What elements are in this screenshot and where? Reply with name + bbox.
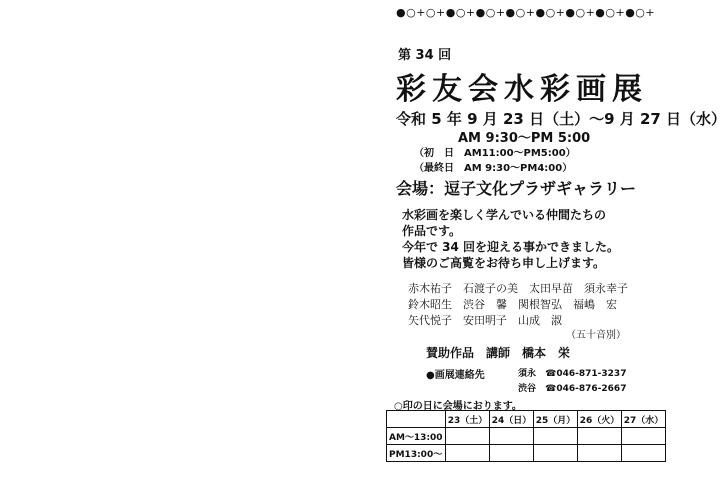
schedule-cell xyxy=(490,428,534,445)
schedule-table xyxy=(386,410,666,462)
schedule-note: ○印の日に会場におります。 xyxy=(394,401,522,412)
first-day-hours: （初 日 AM11:00～PM5:00） xyxy=(414,148,576,159)
venue: 会場：逗子文化プラザギャラリー xyxy=(396,179,637,198)
exhibition-title: 彩友会水彩画展 xyxy=(396,72,648,107)
edition-number: 第 34 回 xyxy=(398,48,452,63)
message-line: 皆様のご高覧をお待ち申し上げます。 xyxy=(402,256,606,270)
member-list-line: 赤木祐子 石渡子の美 太田早苗 須永幸子 xyxy=(408,282,628,295)
exhibition-dates: 令和 5 年 9 月 23 日（土）～9 月 27 日（水） xyxy=(396,110,726,128)
contact-name: 渋谷 xyxy=(518,384,537,394)
schedule-cell xyxy=(446,445,490,462)
last-day-hours: （最終日 AM 9:30～PM4:00） xyxy=(414,163,573,174)
schedule-cell xyxy=(534,428,578,445)
schedule-cell xyxy=(622,445,666,462)
schedule-cell xyxy=(578,428,622,445)
contact-row xyxy=(518,381,626,394)
member-list-line: 鈴木昭生 渋谷 馨 関根智弘 福嶋 宏 xyxy=(408,298,617,311)
message-line: 水彩画を楽しく学んでいる仲間たちの xyxy=(402,208,607,222)
message-line: 作品です。 xyxy=(402,224,462,238)
message-line: 今年で 34 回を迎える事かできました。 xyxy=(402,240,620,254)
schedule-row-label: AM～13:00 xyxy=(387,428,446,445)
schedule-cell xyxy=(578,445,622,462)
decorative-border: ●○+○+●○+●○+●○+●○+●○+●○+●○+ xyxy=(396,6,656,19)
schedule-day-header: 24（日） xyxy=(490,411,534,428)
contact-label: ●画展連絡先 xyxy=(426,370,485,381)
exhibition-hours: AM 9:30～PM 5:00 xyxy=(458,131,591,146)
schedule-day-header: 26（火） xyxy=(578,411,622,428)
schedule-header-row xyxy=(387,411,666,428)
schedule-day-header: 25（月） xyxy=(534,411,578,428)
contact-name: 須永 xyxy=(518,369,537,379)
schedule-row-label: PM13:00～ xyxy=(387,445,446,462)
schedule-cell xyxy=(490,445,534,462)
schedule-day-header: 23（土） xyxy=(446,411,490,428)
schedule-corner-cell xyxy=(387,411,446,428)
member-order-note: （五十音別） xyxy=(566,330,626,341)
schedule-row xyxy=(387,428,666,445)
contact-phone: ☎046-871-3237 xyxy=(545,369,627,379)
schedule-day-header: 27（水） xyxy=(622,411,666,428)
schedule-cell xyxy=(534,445,578,462)
schedule-row xyxy=(387,445,666,462)
contact-phone: ☎046-876-2667 xyxy=(545,384,627,394)
schedule-cell xyxy=(446,428,490,445)
contact-row xyxy=(518,366,626,379)
member-list-line: 矢代悦子 安田明子 山成 淑 xyxy=(408,314,562,327)
schedule-cell xyxy=(622,428,666,445)
sponsor-line: 賛助作品 講師 橋本 栄 xyxy=(426,346,571,360)
